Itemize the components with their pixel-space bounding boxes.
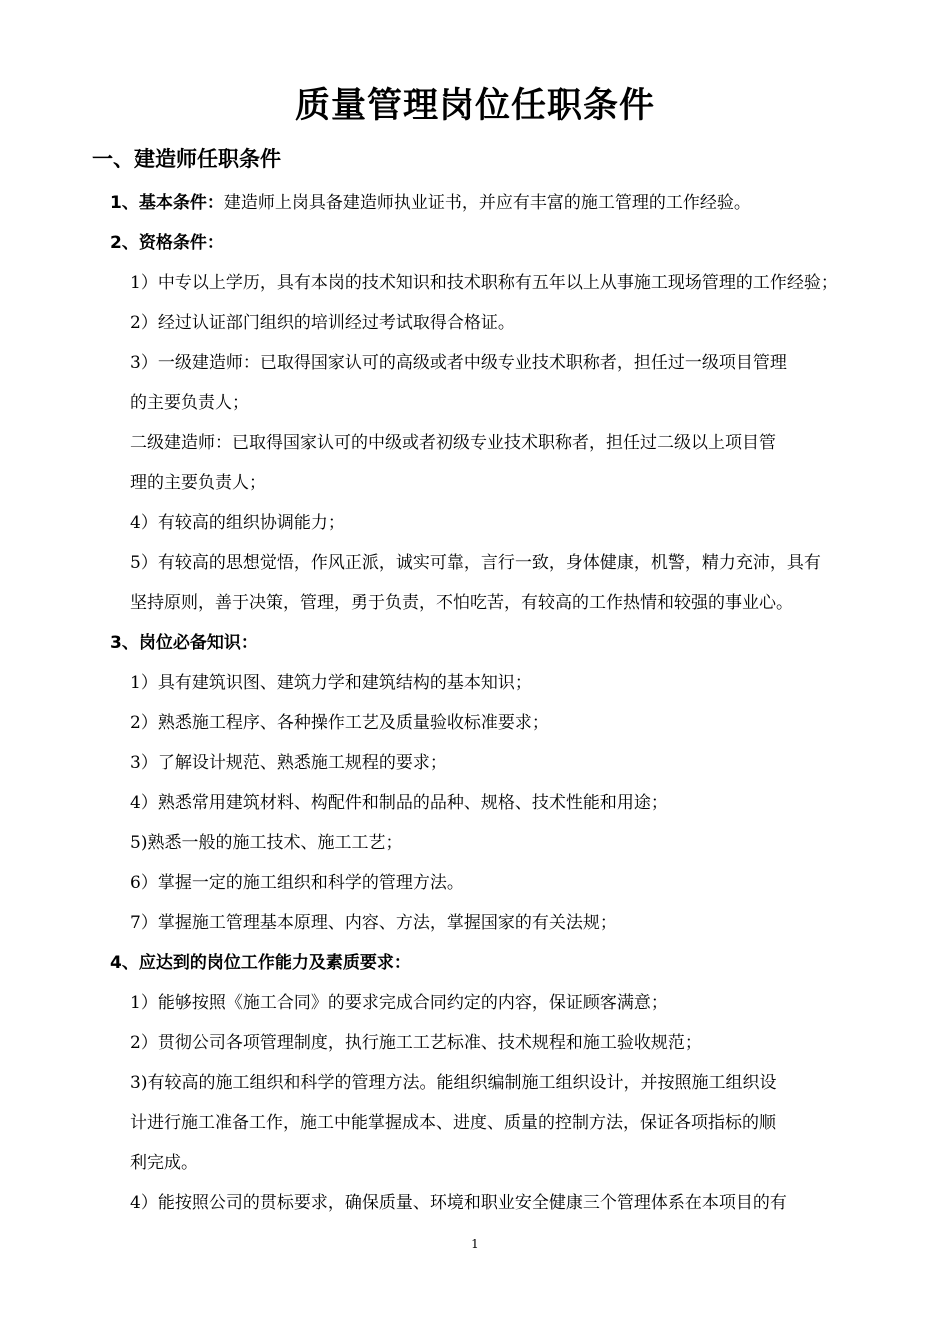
section-heading: 一、建造师任职条件: [92, 147, 281, 171]
body-line: 1）中专以上学历，具有本岗的技术知识和技术职称有五年以上从事施工现场管理的工作经验；: [130, 273, 838, 293]
body-line: 5)熟悉一般的施工技术、施工工艺；: [130, 833, 403, 853]
body-line: 4）熟悉常用建筑材料、构配件和制品的品种、规格、技术性能和用途；: [130, 793, 668, 813]
document-title: 质量管理岗位任职条件: [294, 86, 655, 126]
body-line: 4）有较高的组织协调能力；: [130, 513, 345, 533]
body-line: 5）有较高的思想觉悟，作风正派，诚实可靠，言行一致，身体健康，机警，精力充沛，具有: [130, 553, 821, 573]
body-line: 3）一级建造师：已取得国家认可的高级或者中级专业技术职称者，担任过一级项目管理: [130, 353, 787, 373]
basic-conditions: [110, 189, 751, 217]
qualification-heading: [110, 229, 224, 257]
body-line: 7）掌握施工管理基本原理、内容、方法，掌握国家的有关法规；: [130, 913, 617, 933]
body-line: 4）能按照公司的贯标要求，确保质量、环境和职业安全健康三个管理体系在本项目的有: [130, 1193, 787, 1213]
body-line: 6）掌握一定的施工组织和科学的管理方法。: [130, 873, 464, 893]
body-line: 理的主要负责人；: [130, 473, 266, 493]
body-line: 2）贯彻公司各项管理制度，执行施工工艺标准、技术规程和施工验收规范；: [130, 1033, 702, 1053]
body-line: 利完成。: [130, 1153, 198, 1173]
knowledge-heading: [110, 629, 258, 657]
body-line: 3)有较高的施工组织和科学的管理方法。能组织编制施工组织设计，并按照施工组织设: [130, 1073, 777, 1093]
body-line: 的主要负责人；: [130, 393, 249, 413]
page-number: 1: [471, 1237, 479, 1251]
body-line: 计进行施工准备工作，施工中能掌握成本、进度、质量的控制方法，保证各项指标的顺: [130, 1113, 776, 1133]
body-line: 2）熟悉施工程序、各种操作工艺及质量验收标准要求；: [130, 713, 549, 733]
body-line: 3）了解设计规范、熟悉施工规程的要求；: [130, 753, 447, 773]
heading-label: 1、基本条件：: [110, 193, 224, 213]
body-line: 2）经过认证部门组织的培训经过考试取得合格证。: [130, 313, 515, 333]
heading-label: 3、岗位必备知识：: [110, 633, 258, 653]
body-line: 1）能够按照《施工合同》的要求完成合同约定的内容，保证顾客满意；: [130, 993, 668, 1013]
body-line: 1）具有建筑识图、建筑力学和建筑结构的基本知识；: [130, 673, 532, 693]
heading-label: 4、应达到的岗位工作能力及素质要求：: [110, 953, 411, 973]
heading-label: 2、资格条件：: [110, 233, 224, 253]
body-line: 二级建造师：已取得国家认可的中级或者初级专业技术职称者，担任过二级以上项目管: [130, 433, 776, 453]
body-line: 坚持原则，善于决策，管理，勇于负责，不怕吃苦，有较高的工作热情和较强的事业心。: [130, 593, 793, 613]
ability-heading: [110, 949, 411, 977]
heading-text: 建造师上岗具备建造师执业证书，并应有丰富的施工管理的工作经验。: [223, 193, 751, 213]
